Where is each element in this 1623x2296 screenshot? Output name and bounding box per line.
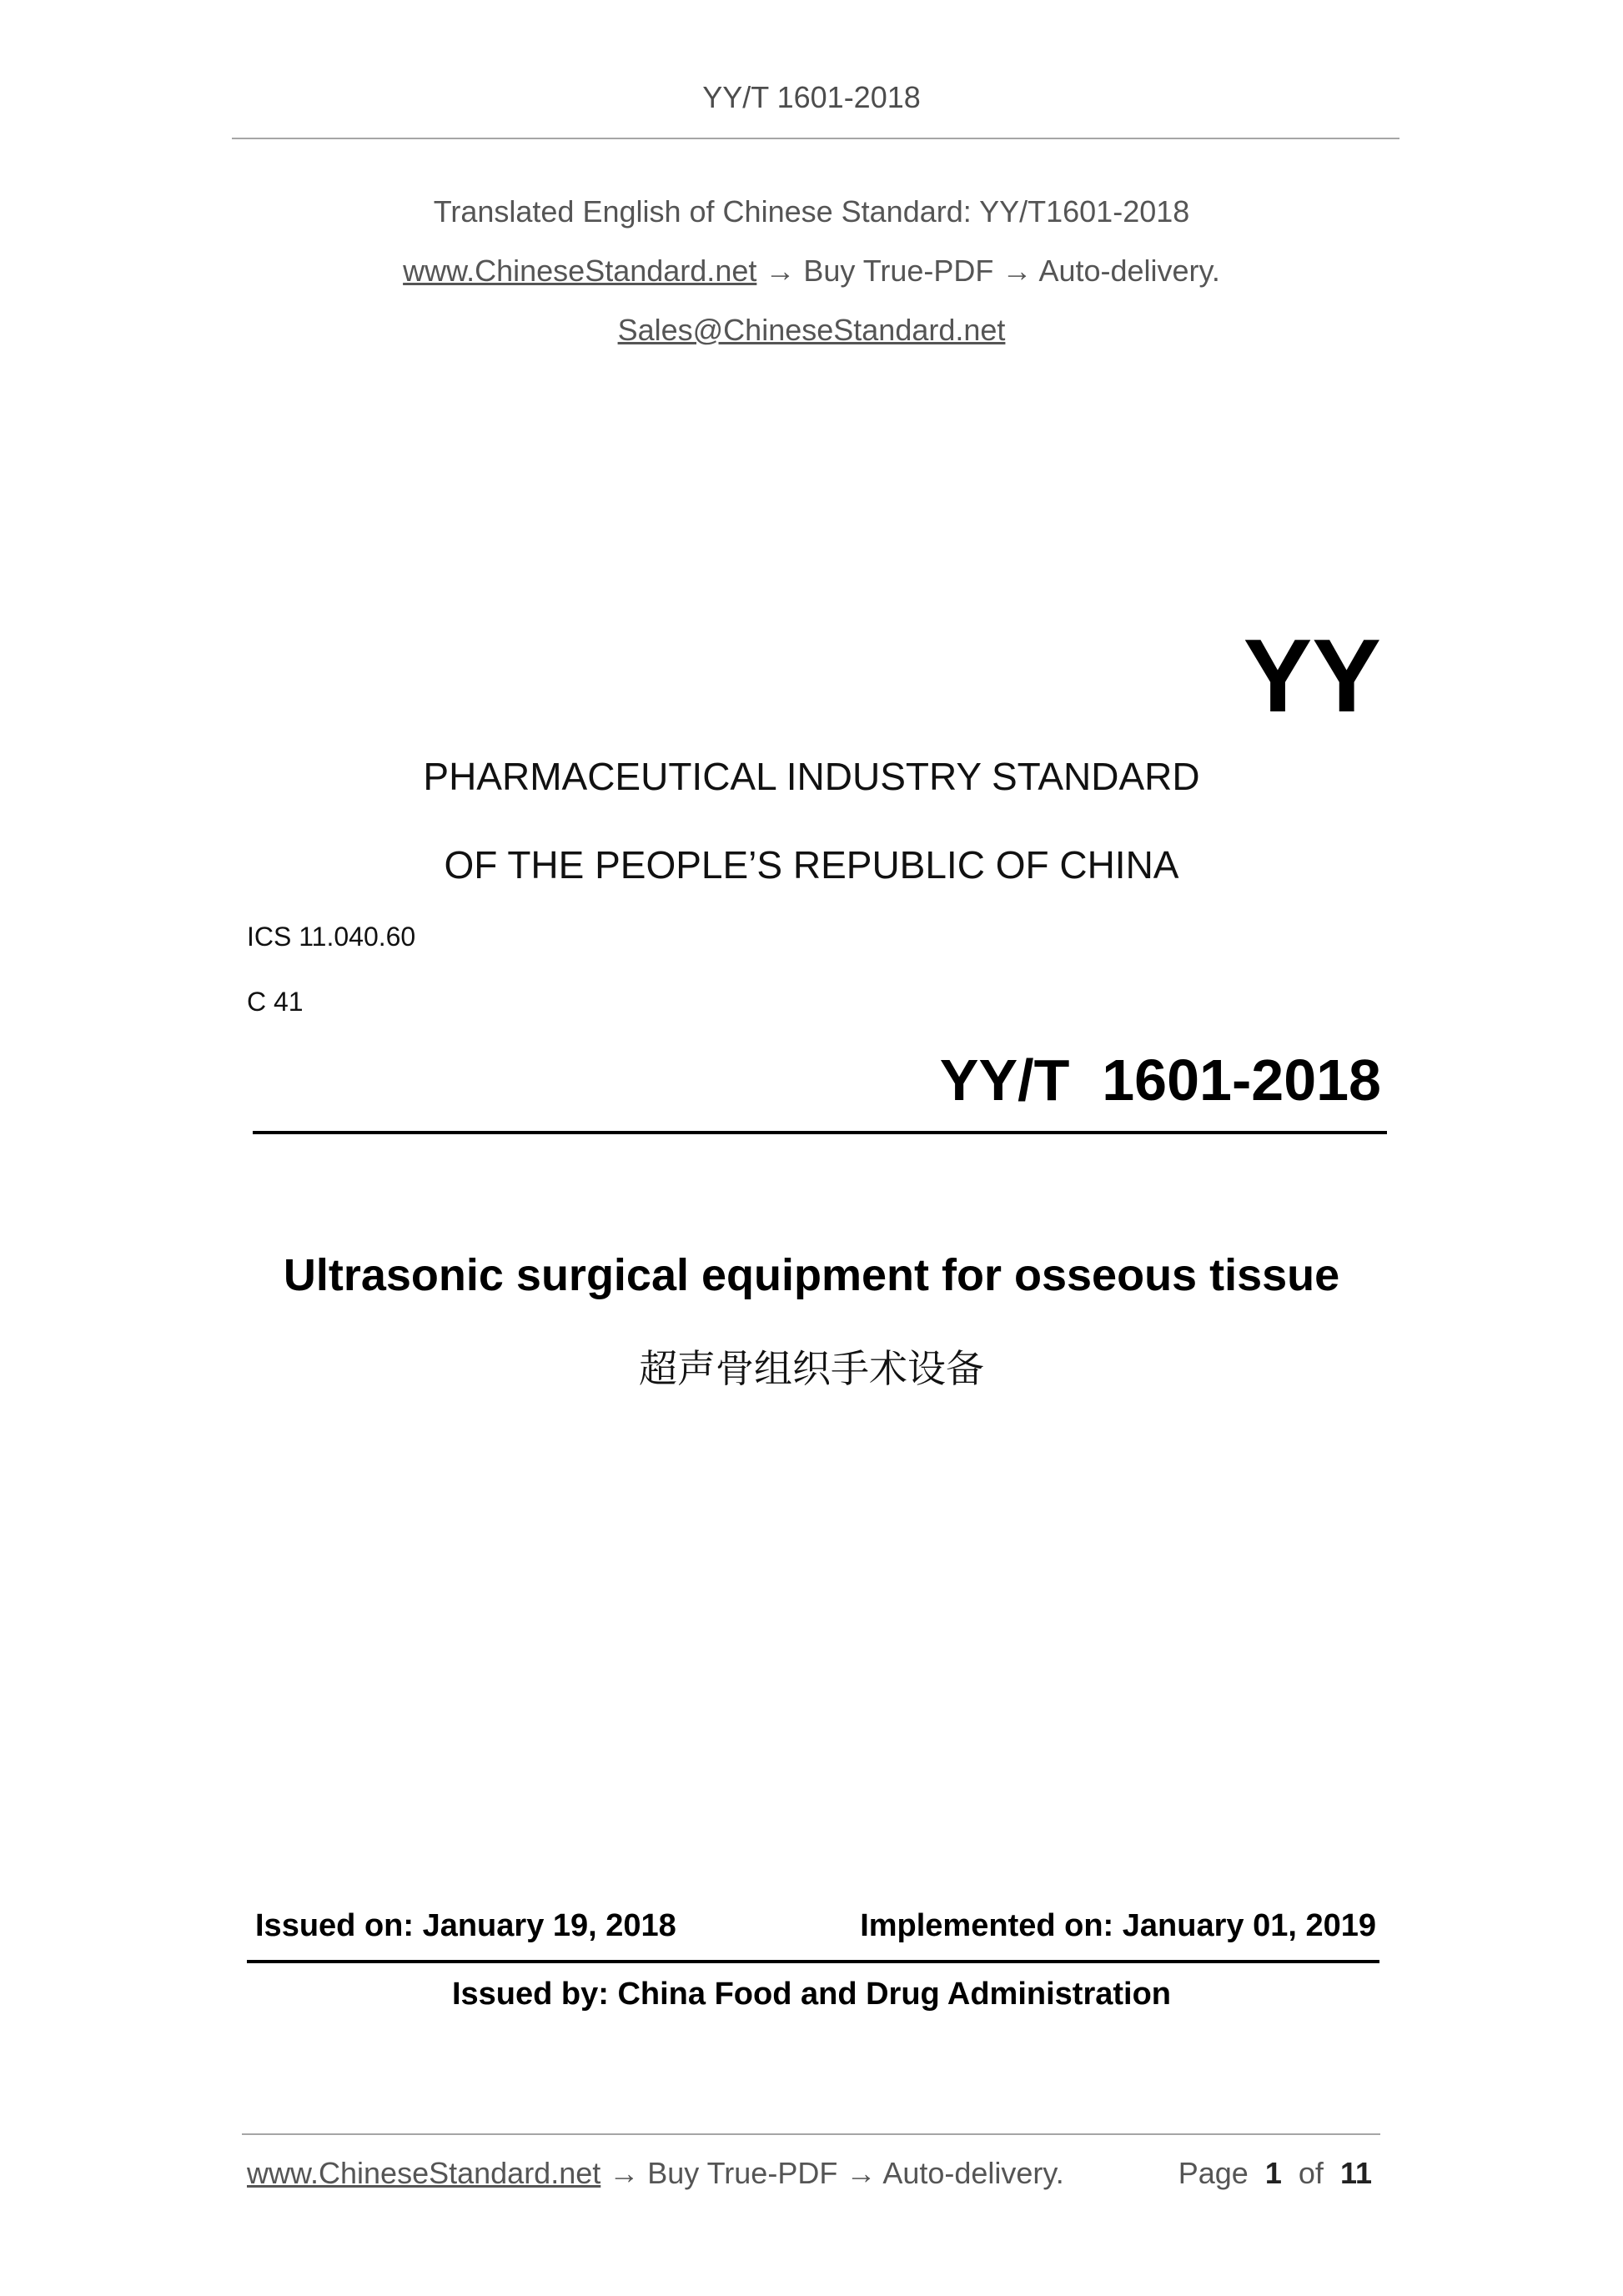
ics-code: ICS 11.040.60 (247, 922, 416, 952)
site-link[interactable]: www.ChineseStandard.net (403, 254, 757, 288)
header-divider (232, 138, 1399, 139)
dates-divider (247, 1960, 1379, 1963)
standard-number-rule (253, 1131, 1387, 1134)
footer-buy-line (247, 2156, 1064, 2191)
footer-buy-text: → Buy True-PDF → Auto-delivery. (600, 2156, 1064, 2190)
running-header: YY/T 1601-2018 (702, 80, 921, 114)
document-title-english: Ultrasonic surgical equipment for osseous tissue (283, 1250, 1340, 1300)
page-total: 11 (1339, 2156, 1372, 2190)
buy-line (0, 254, 1623, 289)
sales-email (0, 313, 1623, 348)
page-label: Page (1178, 2156, 1249, 2190)
buy-text: → Buy True-PDF → Auto-delivery. (756, 254, 1220, 288)
ccs-code: C 41 (247, 987, 304, 1017)
of-label: of (1298, 2156, 1324, 2190)
standard-category-line1: PHARMACEUTICAL INDUSTRY STANDARD (423, 755, 1200, 798)
standard-category-line2: OF THE PEOPLE’S REPUBLIC OF CHINA (444, 843, 1179, 887)
email-link[interactable]: Sales@ChineseStandard.net (617, 313, 1006, 347)
translation-notice: Translated English of Chinese Standard: YY/T1601-2018 (433, 194, 1190, 229)
document-title-chinese: 超声骨组织手术设备 (639, 1346, 984, 1391)
page-current: 1 (1264, 2156, 1282, 2190)
page-number (1178, 2156, 1372, 2191)
standard-number: YY/T 1601-2018 (939, 1048, 1381, 1113)
implemented-on-date: Implemented on: January 01, 2019 (860, 1908, 1376, 1943)
issuing-authority: Issued by: China Food and Drug Administration (451, 1977, 1172, 2012)
footer-site-link[interactable]: www.ChineseStandard.net (247, 2156, 601, 2190)
standard-code-logo: YY (1243, 619, 1381, 734)
footer-divider (242, 2133, 1380, 2135)
issued-on-date: Issued on: January 19, 2018 (255, 1908, 676, 1943)
